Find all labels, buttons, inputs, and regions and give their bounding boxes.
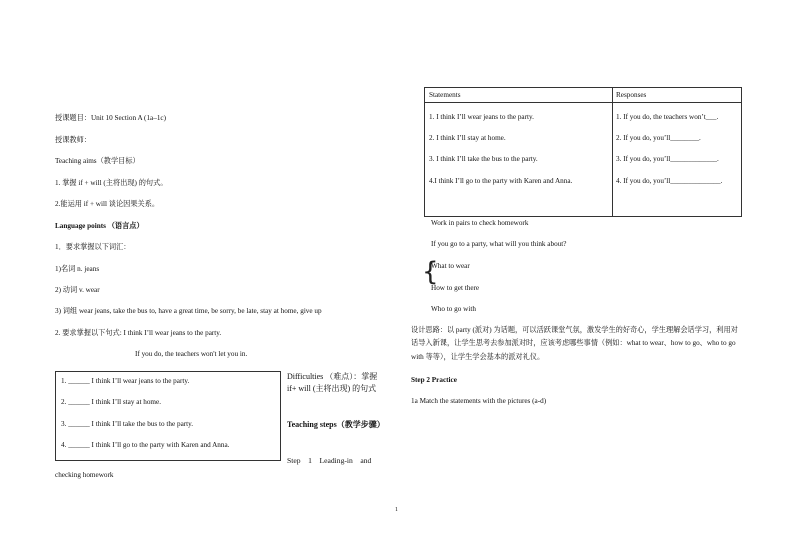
blank-exercise-box (55, 371, 281, 461)
vocabulary-noun: 1)名词 n. jeans (55, 265, 100, 273)
blank-item: 4. ______ I think I’ll go to the party with Karen and Anna. (61, 441, 230, 449)
sentence-pattern: 2. 要求掌握以下句式: I think I’ll wear jeans to the party. (55, 329, 222, 337)
checking-homework: checking homework (55, 471, 114, 479)
page-number: 1 (395, 507, 398, 513)
brace-item: What to wear (431, 262, 470, 270)
aim-2: 2.能运用 if + will 谈论因果关系。 (55, 200, 160, 208)
step-1: Step 1 Leading-in and (287, 456, 372, 465)
table-cell-statement: 1. I think I’ll wear jeans to the party. (429, 113, 534, 121)
blank-item: 2. ______ I think I’ll stay at home. (61, 398, 162, 406)
table-cell-statement: 3. I think I’ll take the bus to the party. (429, 155, 538, 163)
party-question: If you go to a party, what will you think about? (431, 240, 567, 248)
teaching-steps-heading: Teaching steps（教学步骤） (287, 420, 385, 429)
table-cell-response: 4. If you do, you’ll______________. (616, 177, 723, 185)
header-divider (425, 102, 741, 103)
column-divider (612, 88, 613, 216)
teacher-label: 授课教师： (55, 136, 91, 144)
lesson-topic: 授课题目：Unit 10 Section A (1a–1c) (55, 114, 166, 122)
left-brace-icon: { (422, 257, 439, 287)
step-2: Step 2 Practice (411, 376, 457, 384)
language-points-heading: Language points （语言点） (55, 222, 144, 230)
match-instruction: 1a Match the statements with the pictures (a-d) (411, 397, 547, 405)
brace-item: Who to go with (431, 305, 476, 313)
table-cell-response: 2. If you do, you’ll________. (616, 134, 701, 142)
difficulties: Difficulties （难点）：掌握 if+ will (主将出现) 的句式 (287, 372, 378, 393)
table-cell-statement: 2. I think I’ll stay at home. (429, 134, 506, 142)
sentence-pattern-response: If you do, the teachers won't let you in. (135, 350, 248, 358)
table-header-responses: Responses (616, 91, 647, 99)
blank-item: 1. ______ I think I’ll wear jeans to the party. (61, 377, 190, 385)
vocabulary-verb: 2) 动词 v. wear (55, 286, 100, 294)
design-rationale: 设计思路：以 party (派对) 为话题，可以活跃课堂气氛，激发学生的好奇心，学生理解会话学习，利用对话导入新课，让学生思考去参加派对时，应该考虑哪些事情（例如：what to wear、how to go、who to go with 等等），让学生学会基本的派对礼仪。 (411, 326, 738, 361)
pair-work: Work in pairs to check homework (431, 219, 529, 227)
aim-1: 1. 掌握 if + will (主将出现) 的句式。 (55, 179, 168, 187)
table-cell-response: 3. If you do, you’ll_____________. (616, 155, 719, 163)
vocabulary-requirement: 1．要求掌握以下词汇： (55, 243, 131, 251)
table-header-statements: Statements (429, 91, 461, 99)
blank-item: 3. ______ I think I’ll take the bus to the party. (61, 420, 194, 428)
brace-item: How to get there (431, 284, 480, 292)
aims-heading: Teaching aims（教学目标） (55, 157, 140, 165)
table-cell-response: 1. If you do, the teachers won’t___. (616, 113, 719, 121)
table-cell-statement: 4.I think I’ll go to the party with Karen and Anna. (429, 177, 573, 185)
statements-responses-table (424, 87, 742, 217)
vocabulary-phrases: 3) 词组 wear jeans, take the bus to, have a great time, be sorry, be late, stay at home, give up (55, 307, 322, 315)
